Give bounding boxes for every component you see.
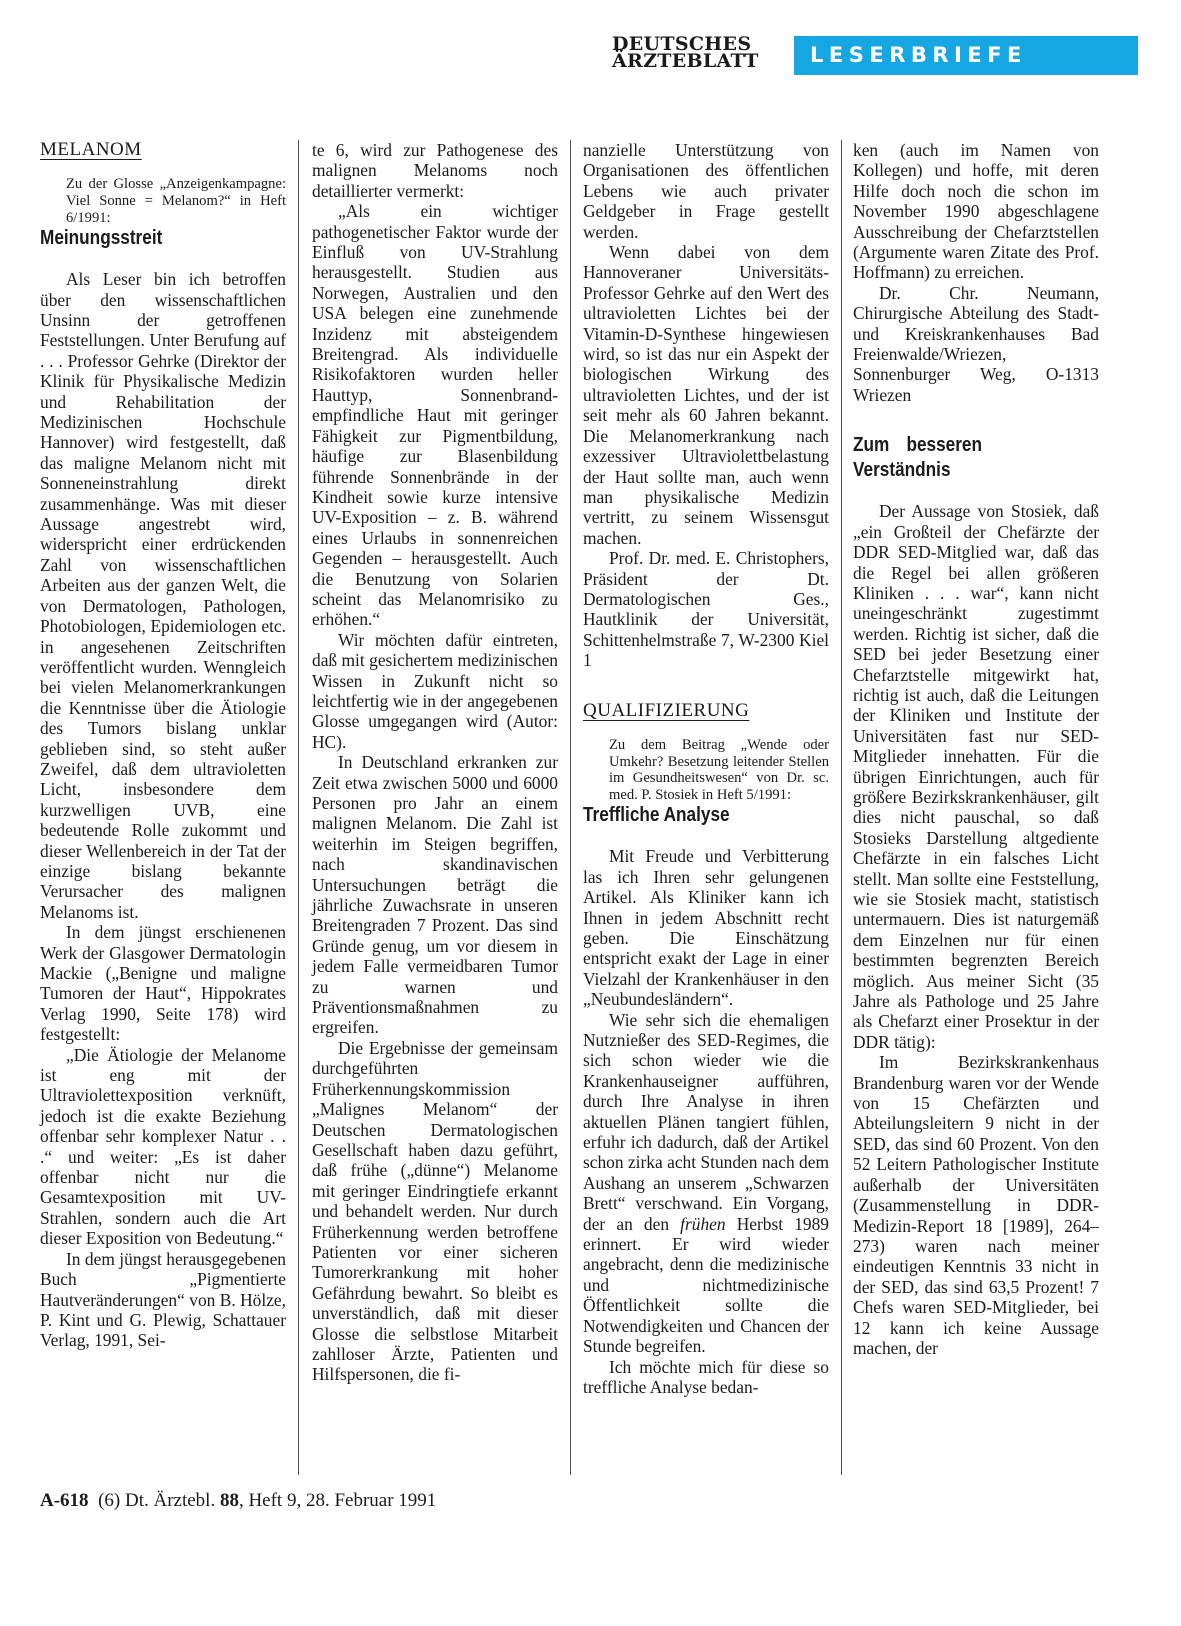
section-label: LESERBRIEFE — [794, 36, 1138, 75]
page-footer: A-618 (6) Dt. Ärztebl. 88, Heft 9, 28. Februar 1991 — [40, 1490, 437, 1511]
column-4 — [853, 140, 1099, 1358]
body-paragraph: „Als ein wichtiger pathogenetischer Faktor wurde der Einfluß von UV-Strahlung herausgestellt. Studien aus Norwegen, Australien und den USA belegen eine zunehmende Inzidenz mit absteigendem Breitengrad. Als individuelle Risikofaktoren wurden heller Hauttyp, Sonnenbrand-empfindliche Haut mit geringer Fähigkeit zur Pigmentbildung, häufige zur Blasenbildung führende Sonnenbrände in der Kindheit sowie kurze intensive UV-Exposition – z. B. während eines Urlaubs in sonnenreichen Gegenden – herausgestellt. Auch die Benutzung von Solarien scheint das Melanomrisiko zu erhöhen.“ — [312, 201, 558, 630]
rubric-title: MELANOM — [40, 139, 142, 160]
letter-headline: Treffliche Analyse — [583, 804, 730, 827]
logo-line-2: ÄRZTEBLATT — [612, 50, 759, 72]
journal-logo — [612, 33, 759, 72]
body-paragraph: „Die Ätiologie der Melanome ist eng mit der Ultraviolettexposition verknüft, jedoch ist die exakte Beziehung offenbar sehr komplexer Natur . . .“ und weiter: „Es ist daher offenbar nicht nur die Gesamtexposition mit UV-Strahlen, sondern auch die Art dieser Exposition von Bedeutung.“ — [40, 1044, 286, 1249]
column-divider — [298, 140, 299, 1475]
letter-intro: Zu der Glosse „Anzeigenkampagne: Viel Sonne = Melanom?“ in Heft 6/1991: — [66, 176, 286, 226]
body-paragraph: Im Bezirkskrankenhaus Brandenburg waren vor der Wende von 15 Chefärzten und Abteilungsleitern 9 nicht in der SED, das sind 60 Prozent. Von den 52 Leitern Pathologischer Institute außerhalb der Universitäten (Zusammenstellung in DDR-Medizin-Report 18 [1989], 264–273) waren nach meiner eindeutigen Kenntnis 33 nicht in der SED, das sind 63,5 Prozent! 7 Chefs waren SED-Mitglieder, bei 12 kann ich keine Aussage machen, der — [853, 1052, 1099, 1358]
body-paragraph: nanzielle Unterstützung von Organisationen des öffentlichen Lebens wie auch privater Geldgeber in Frage gestellt werden. — [583, 140, 829, 242]
body-paragraph: In dem jüngst herausgegebenen Buch „Pigmentierte Hautveränderungen“ von B. Hölze, P. Kint und G. Plewig, Schattauer Verlag, 1991, Sei- — [40, 1248, 286, 1351]
column-1 — [40, 140, 286, 1351]
column-divider — [570, 140, 571, 1475]
body-paragraph: te 6, wird zur Pathogenese des malignen Melanoms noch detaillierter vermerkt: — [312, 140, 558, 201]
rubric-title: QUALIFIZIERUNG — [583, 699, 750, 721]
column-3 — [583, 140, 829, 1397]
letter-headline: Meinungsstreit — [40, 227, 163, 250]
body-paragraph: Wir möchten dafür eintreten, daß mit gesichertem medizinischen Wissen in Zukunft nicht so leichtfertig wie in der angegebenen Glosse umgegangen wird (Autor: HC). — [312, 629, 558, 752]
body-paragraph: Die Ergebnisse der gemeinsam durchgeführten Früherkennungskommission „Malignes Melanom“ der Deutschen Dermatologischen Gesellschaft haben dazu geführt, daß frühe („dünne“) Melanome mit geringer Eindringtiefe erkannt und behandelt werden. Nur durch Früherkennung werden betroffene Patienten vor einer sicheren Tumorerkrankung mit hoher Gefährdung bewahrt. So bleibt es unverständlich, daß mit dieser Glosse die selbstlose Mitarbeit zahlloser Ärzte, Patienten und Hilfspersonen, die fi- — [312, 1037, 558, 1385]
emphasis: frühen — [680, 1213, 726, 1234]
author-signature: Prof. Dr. med. E. Christophers, Präsident der Dt. Dermatologischen Ges., Hautklinik der Universität, Schittenhelmstraße 7, W-2300 Kiel 1 — [583, 548, 829, 671]
body-paragraph: Wie sehr sich die ehemaligen Nutznießer des SED-Regimes, die sich schon wieder wie die Krankenhauseigner aufführen, durch Ihre Analyse in ihren aktuellen Plänen tangiert fühlen, erfuhr ich dadurch, daß der Artikel schon zirka acht Stunden nach dem Aushang an unserem „Schwarzen Brett“ verschwand. Ein Vorgang, der an den frühen Herbst 1989 erinnert. Er wird wieder angebracht, denn die medizinische und nichtmedizinische Öffentlichkeit sollte die Notwendigkeiten und Chancen der Stunde begreifen. — [583, 1009, 829, 1357]
volume-number: 88 — [219, 1490, 239, 1511]
body-paragraph: In Deutschland erkranken zur Zeit etwa zwischen 5000 und 6000 Personen pro Jahr an einem malignen Melanom. Die Zahl ist weiterhin im Steigen begriffen, nach skandinavischen Untersuchungen beträgt die jährliche Zuwachsrate in unseren Breitengraden 7 Prozent. Das sind Gründe genug, um vor diesem in jedem Falle vermeidbaren Tumor zu warnen und Präventionsmaßnahmen zu ergreifen. — [312, 752, 558, 1038]
body-paragraph: Mit Freude und Verbitterung las ich Ihren sehr gelungenen Artikel. Als Kliniker kann ich Ihnen in jedem Abschnitt recht geben. Die Einschätzung entspricht exakt der Lage in einer Vielzahl der Krankenhäuser in den „Neubundesländern“. — [583, 846, 829, 1010]
column-divider — [841, 140, 842, 1475]
body-paragraph: Als Leser bin ich betroffen über den wissenschaftlichen Unsinn der getroffenen Feststellungen. Unter Berufung auf . . . Professor Gehrke (Direktor der Klinik für Physikalische Medizin und Rehabilitation der Medizinischen Hochschule Hannover) wird festgestellt, daß das maligne Melanom nicht mit Sonneneinstrahlung direkt zusammenhänge. Was mit dieser Aussage angestrebt wird, widerspricht einer erdrückenden Zahl von wissenschaftlichen Arbeiten aus der ganzen Welt, die von Dermatologen, Pathologen, Photobiologen, Epidemiologen etc. in angesehenen Zeitschriften veröffentlicht wurden. Wenngleich bei vielen Melanomerkrankungen die Kenntnisse über die Ätiologie des Tumors bislang unklar geblieben sind, so steht außer Zweifel, daß dem ultravioletten Licht, insbesondere dem kurzwelligen UVB, eine bedeutende Rolle zukommt und dieser Wellenbereich in der Tat der einzige bislang bekannte Verursacher des malignen Melanoms ist. — [40, 269, 286, 922]
page-number: A-618 — [40, 1490, 89, 1511]
letter-intro: Zu dem Beitrag „Wende oder Umkehr? Besetzung leitender Stellen im Gesundheitswesen“ von Dr. sc. med. P. Stosiek in Heft 5/1991: — [609, 736, 829, 803]
letter-headline: Zum besseren Verständnis — [853, 434, 982, 482]
body-paragraph: Ich möchte mich für diese so treffliche Analyse bedan- — [583, 1356, 829, 1397]
logo-line-1: DEUTSCHES — [612, 33, 752, 55]
column-2 — [312, 140, 558, 1385]
body-paragraph: Wenn dabei von dem Hannoveraner Universitäts-Professor Gehrke auf den Wert des ultravioletten Lichtes bei der Vitamin-D-Synthese hingewiesen wird, so ist das nur ein Aspekt der biologischen Wirkung des ultravioletten Lichtes, und der ist seit mehr als 60 Jahren bekannt. Die Melanomerkrankung nach exzessiver Ultraviolettbelastung der Haut sollte man, auch wenn man physikalische Medizin vertritt, zu seinem Wissensgut machen. — [583, 242, 829, 548]
author-signature: Dr. Chr. Neumann, Chirurgische Abteilung des Stadt- und Kreiskrankenhauses Bad Freienwalde/Wriezen, Sonnenburger Weg, O-1313 Wriezen — [853, 282, 1099, 405]
body-paragraph: Der Aussage von Stosiek, daß „ein Großteil der Chefärzte der DDR SED-Mitglied war, daß das die Regel bei allen größeren Kliniken . . . war“, kann nicht uneingeschränkt zugestimmt werden. Richtig ist sicher, daß die SED bei jeder Besetzung einer Chefarztstelle mitgewirkt hat, richtig ist auch, daß die Leitungen der Kliniken und Institute der Universitäten fast nur SED-Mitglieder innehatten. Für die übrigen Einrichtungen, auch für größere Bezirkskrankenhäuser, gilt dies nicht pauschal, so daß Stosieks Darstellung altgediente Chefärzte in ein falsches Licht stellt. Man sollte eine Feststellung, wie sie Stosiek macht, statistisch untermauern. Dies ist naturgemäß dem Einzelnen nur für einen bestimmten begrenzten Bereich möglich. Aus meiner Sicht (35 Jahre als Pathologe und 25 Jahre als Chefarzt einer Prosektur in der DDR tätig): — [853, 501, 1099, 1052]
masthead — [612, 33, 1181, 78]
body-paragraph: In dem jüngst erschienenen Werk der Glasgower Dermatologin Mackie („Benigne und maligne Tumoren der Haut“, Hippokrates Verlag 1990, Seite 178) wird festgestellt: — [40, 922, 286, 1045]
body-paragraph: ken (auch im Namen von Kollegen) und hoffe, mit deren Hilfe doch noch die schon im November 1990 abgeschlagene Ausschreibung der Chefarztstellen (Argumente waren Zitate des Prof. Hoffmann) zu erreichen. — [853, 140, 1099, 283]
